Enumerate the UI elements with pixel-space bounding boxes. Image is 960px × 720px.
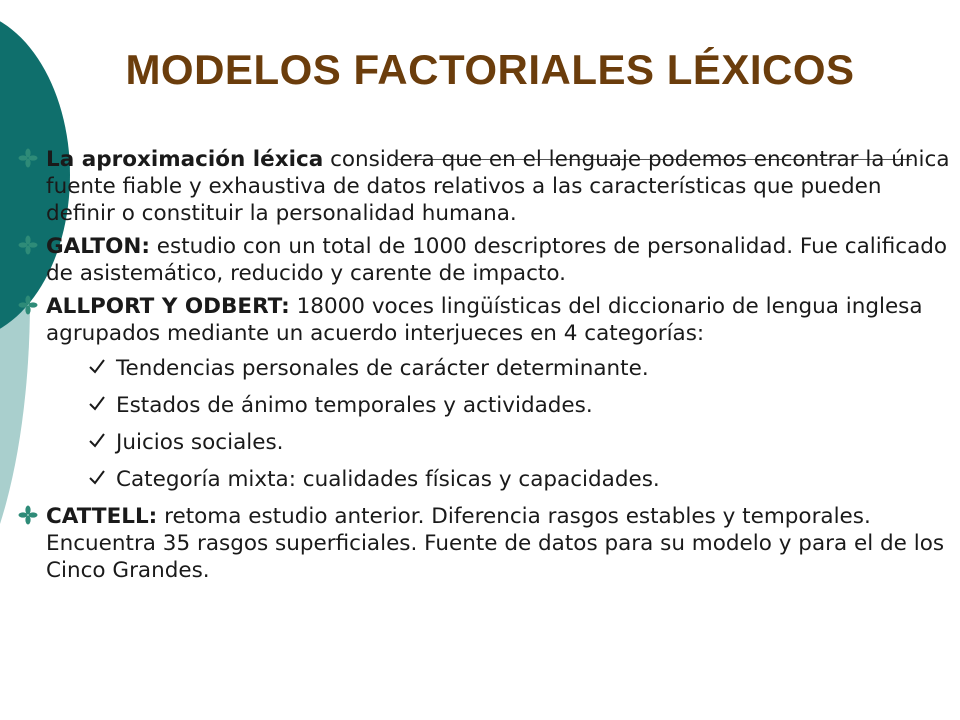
item-text: estudio con un total de 1000 descriptores de personalidad. Fue calificado de asistemático, reducido y carente de impacto.: [46, 234, 948, 286]
checkmark-icon: [88, 467, 106, 487]
sublist-item: [46, 466, 953, 493]
slide-content: [18, 146, 953, 590]
item-text: considera que en el lenguaje podemos encontrar la única fuente fiable y exhaustiva de datos relativos a las características que pueden definir o constituir la personalidad humana.: [46, 147, 950, 226]
diamond-bullet-icon: [18, 505, 38, 525]
item-heading: CATTELL:: [46, 504, 158, 529]
sublist-item: [46, 429, 953, 456]
diamond-bullet-icon: [18, 295, 38, 315]
sublist-item-text: Tendencias personales de carácter determinante.: [116, 356, 649, 381]
sublist-item-text: Juicios sociales.: [116, 430, 284, 455]
list-item: [18, 293, 953, 493]
diamond-bullet-icon: [18, 148, 38, 168]
sublist-item: [46, 355, 953, 382]
sublist-item-text: Categoría mixta: cualidades físicas y capacidades.: [116, 467, 660, 492]
list-item: [18, 233, 953, 287]
sublist-item-text: Estados de ánimo temporales y actividades.: [116, 393, 593, 418]
sublist: [46, 355, 953, 493]
diamond-bullet-icon: [18, 235, 38, 255]
checkmark-icon: [88, 356, 106, 376]
checkmark-icon: [88, 393, 106, 413]
list-item: [18, 146, 953, 227]
item-heading: GALTON:: [46, 234, 150, 259]
item-heading: ALLPORT Y ODBERT:: [46, 294, 290, 319]
checkmark-icon: [88, 430, 106, 450]
sublist-item: [46, 392, 953, 419]
slide-title: MODELOS FACTORIALES LÉXICOS: [125, 46, 855, 93]
item-text: retoma estudio anterior. Diferencia rasgos estables y temporales. Encuentra 35 rasgos superficiales. Fuente de datos para su modelo y para el de los Cinco Grandes.: [46, 504, 945, 583]
item-heading: La aproximación léxica: [46, 147, 324, 172]
list-item: [18, 503, 953, 584]
item-text: 18000 voces lingüísticas del diccionario de lengua inglesa agrupados mediante un acuerdo interjueces en 4 categorías:: [46, 294, 923, 346]
